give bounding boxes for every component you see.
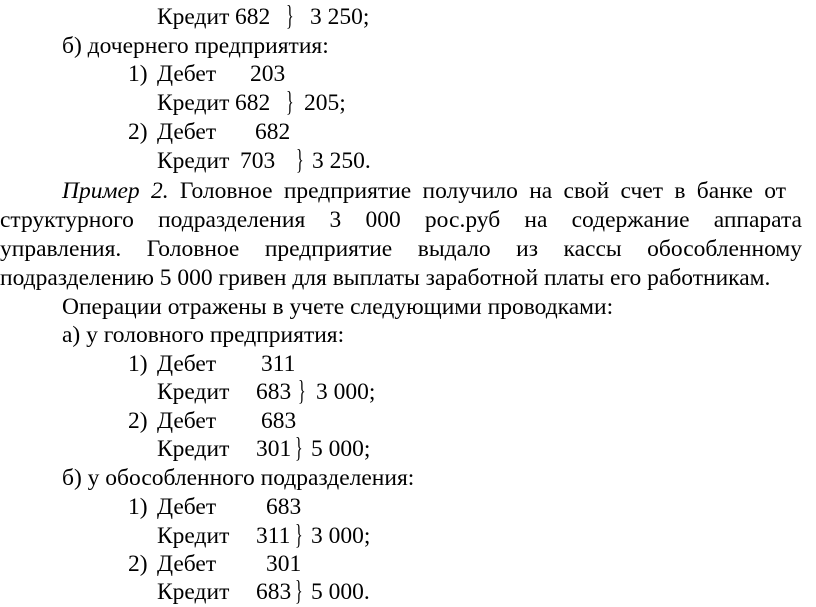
debit-label: Дебет [157,408,217,434]
credit-account: 682 [235,90,271,116]
brace-symbol: } [286,0,294,32]
amount: 3 250; [310,4,370,30]
brace-symbol: } [295,432,303,464]
amount: 5 000; [311,436,371,462]
brace-symbol: } [286,86,294,118]
paragraph-line: подразделению 5 000 гривен для выплаты заработной платы его работникам. [0,265,771,291]
amount: 3 000; [311,523,371,549]
paragraph-line: структурного подразделения 3 000 рос.руб на содержание аппарата [0,207,802,233]
debit-label: Дебет [157,351,217,377]
credit-account: 682 [235,4,271,30]
section-heading: б) дочернего предприятия: [62,33,329,59]
credit-label: Кредит [157,436,230,462]
amount: 3 250. [312,148,371,174]
credit-account: 703 [240,148,276,174]
credit-label: Кредит [157,579,230,605]
amount: 205; [304,90,346,116]
credit-account: 683 [256,579,292,605]
paragraph-line: управления. Головное предприятие выдало из кассы обособленному [0,236,802,262]
credit-label: Кредит [157,523,230,549]
debit-account: 203 [250,61,286,87]
credit-account: 301 [256,436,292,462]
section-heading: б) у обособленного подразделения: [62,465,415,491]
example-paragraph-line [62,180,786,204]
credit-account: 311 [256,523,291,549]
section-heading: а) у головного предприятия: [62,322,345,348]
brace-symbol: } [298,375,306,407]
debit-account: 682 [255,119,291,145]
amount: 5 000. [311,579,370,605]
credit-label: Кредит [157,148,230,174]
credit-label: Кредит [157,4,230,30]
entry-number: 1) [128,351,148,377]
credit-label: Кредит [157,90,230,116]
brace-symbol: } [295,519,303,551]
debit-label: Дебет [157,119,217,145]
brace-symbol: } [296,144,304,176]
example-label: Пример 2. [62,178,169,204]
entry-number: 2) [128,551,148,577]
entry-number: 1) [128,61,148,87]
debit-label: Дебет [157,551,217,577]
entry-number: 1) [128,494,148,520]
debit-account: 301 [266,551,302,577]
debit-account: 683 [261,408,297,434]
brace-symbol: } [295,575,303,607]
debit-account: 683 [266,494,302,520]
debit-label: Дебет [157,61,217,87]
example-text: Головное предприятие получило на свой счет в банке от [179,178,787,204]
credit-label: Кредит [157,379,230,405]
amount: 3 000; [316,379,376,405]
debit-account: 311 [261,351,296,377]
debit-label: Дебет [157,494,217,520]
entry-number: 2) [128,408,148,434]
paragraph-line: Операции отражены в учете следующими проводками: [62,294,614,320]
credit-account: 683 [256,379,292,405]
entry-number: 2) [128,119,148,145]
